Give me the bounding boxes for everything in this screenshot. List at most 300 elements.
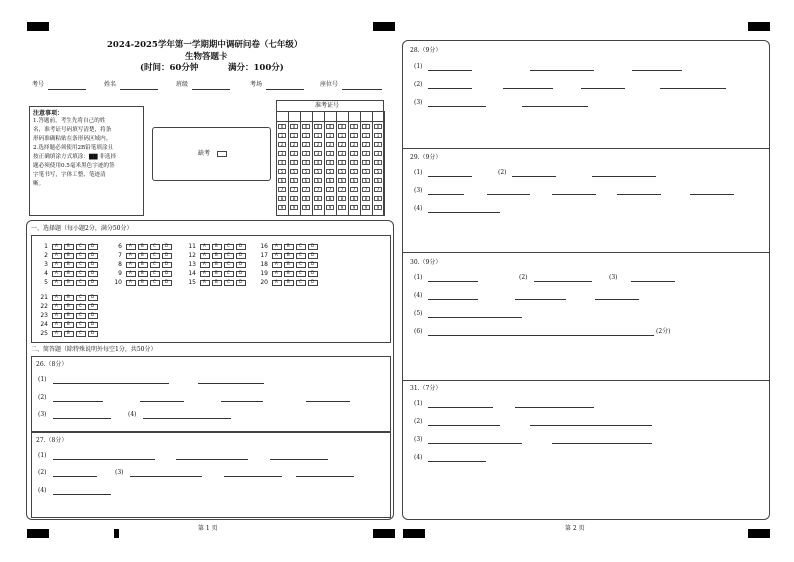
- choice-option-bubble[interactable]: [224, 280, 234, 286]
- notes-line: 题必须使用0.5毫米黑色字迹的签: [33, 163, 115, 169]
- q29-answer-1[interactable]: [428, 176, 472, 177]
- admission-digit-bubble[interactable]: 4: [350, 160, 358, 165]
- admission-digit-bubble[interactable]: 4: [278, 160, 286, 165]
- choice-option-bubble[interactable]: [64, 304, 74, 310]
- choice-option-bubble[interactable]: [88, 331, 98, 337]
- admission-digit-bubble[interactable]: 0: [350, 124, 358, 129]
- admission-digit-bubble[interactable]: 7: [362, 187, 370, 192]
- q27-answer-4[interactable]: [53, 494, 111, 495]
- admission-digit-bubble[interactable]: 3: [374, 151, 382, 156]
- choice-option-bubble[interactable]: [88, 262, 98, 268]
- choice-option-bubble[interactable]: [88, 280, 98, 286]
- choice-option-bubble[interactable]: [76, 244, 86, 250]
- choice-question-row: [38, 330, 100, 337]
- admission-digit-bubble[interactable]: 8: [278, 196, 286, 201]
- choice-option-bubble[interactable]: [212, 244, 222, 250]
- choice-option-bubble[interactable]: [296, 271, 306, 277]
- admission-digit-bubble[interactable]: 7: [326, 187, 334, 192]
- admission-digit-bubble[interactable]: 8: [314, 196, 322, 201]
- admission-digit-bubble[interactable]: 5: [326, 169, 334, 174]
- admission-digit-bubble[interactable]: 4: [290, 160, 298, 165]
- choice-option-bubble[interactable]: [162, 244, 172, 250]
- q27-answer-1c[interactable]: [270, 459, 328, 460]
- q28-answer-3b[interactable]: [522, 106, 588, 107]
- choice-option-bubble[interactable]: [64, 262, 74, 268]
- alignment-mark: [27, 22, 49, 31]
- admission-digit-bubble[interactable]: 9: [374, 205, 382, 210]
- admission-digit-bubble[interactable]: 5: [290, 169, 298, 174]
- notes-heading: 注意事项：: [33, 110, 64, 117]
- admission-digit-bubble[interactable]: 7: [338, 187, 346, 192]
- choice-option-bubble[interactable]: [64, 313, 74, 319]
- choice-option-bubble[interactable]: [308, 280, 318, 286]
- q26-answer-2b[interactable]: [140, 401, 184, 402]
- admission-digit-bubble[interactable]: 0: [338, 124, 346, 129]
- choice-option-bubble[interactable]: [236, 253, 246, 259]
- field-label-room: 考场: [250, 81, 263, 88]
- admission-digit-bubble[interactable]: 8: [374, 196, 382, 201]
- q30-answer-4a[interactable]: [428, 299, 478, 300]
- choice-option-letter: B: [67, 329, 70, 335]
- q30-part-1: (1): [414, 274, 423, 281]
- admission-digit-bubble[interactable]: 1: [278, 133, 286, 138]
- choice-option-bubble[interactable]: [88, 253, 98, 259]
- q30-title: 30.（9分）: [410, 259, 442, 266]
- choice-option-bubble[interactable]: [162, 253, 172, 259]
- choice-option-bubble[interactable]: [52, 253, 62, 259]
- choice-option-bubble[interactable]: [308, 244, 318, 250]
- choice-option-bubble[interactable]: [64, 253, 74, 259]
- choice-option-bubble[interactable]: [76, 295, 86, 301]
- admission-digit-bubble[interactable]: 7: [290, 187, 298, 192]
- q26-answer-1b[interactable]: [198, 383, 264, 384]
- admission-digit-bubble[interactable]: 7: [350, 187, 358, 192]
- admission-digit-bubble[interactable]: 1: [374, 133, 382, 138]
- choice-option-bubble[interactable]: [88, 271, 98, 277]
- choice-question-row: [186, 243, 248, 250]
- admission-digit-bubble[interactable]: 5: [338, 169, 346, 174]
- q27-answer-2[interactable]: [53, 476, 97, 477]
- admission-digit-bubble[interactable]: 9: [350, 205, 358, 210]
- choice-option-bubble[interactable]: [200, 244, 210, 250]
- choice-option-letter: B: [215, 242, 218, 248]
- choice-question-number: 18: [260, 261, 268, 268]
- q28-answer-3a[interactable]: [428, 106, 486, 107]
- choice-option-bubble[interactable]: [76, 262, 86, 268]
- choice-option-letter: C: [299, 278, 302, 284]
- admission-digit-bubble[interactable]: 0: [374, 124, 382, 129]
- admission-digit-bubble[interactable]: 6: [278, 178, 286, 183]
- admission-digit-bubble[interactable]: 1: [326, 133, 334, 138]
- choice-question-number: 2: [44, 252, 48, 259]
- admission-digit-bubble[interactable]: 6: [314, 178, 322, 183]
- admission-digit-bubble[interactable]: 5: [278, 169, 286, 174]
- choice-option-letter: C: [79, 269, 82, 275]
- choice-option-bubble[interactable]: [212, 271, 222, 277]
- short-section-title: 二、简答题（除特殊说明外每空1分，共50分）: [31, 346, 157, 353]
- choice-option-bubble[interactable]: [88, 313, 98, 319]
- choice-question-number: 5: [44, 279, 48, 286]
- q27-answer-1a[interactable]: [53, 459, 155, 460]
- q26-answer-4[interactable]: [143, 418, 231, 419]
- q28-answer-1c[interactable]: [632, 70, 682, 71]
- choice-option-bubble[interactable]: [76, 280, 86, 286]
- alignment-mark: [114, 529, 119, 538]
- q28-answer-2b[interactable]: [503, 88, 553, 89]
- choice-option-bubble[interactable]: [162, 262, 172, 268]
- choice-option-letter: C: [153, 251, 156, 257]
- admission-digit-bubble[interactable]: 2: [338, 142, 346, 147]
- choice-option-letter: B: [287, 269, 290, 275]
- choice-option-bubble[interactable]: [52, 295, 62, 301]
- choice-question-number: 21: [40, 294, 48, 301]
- admission-write-row-divider: [276, 121, 384, 122]
- field-input-room[interactable]: [266, 89, 304, 90]
- admission-digit-bubble[interactable]: 3: [326, 151, 334, 156]
- choice-option-bubble[interactable]: [308, 253, 318, 259]
- admission-digit-bubble[interactable]: 0: [362, 124, 370, 129]
- choice-option-letter: D: [91, 311, 95, 317]
- choice-option-letter: B: [67, 293, 70, 299]
- admission-digit-bubble[interactable]: 9: [326, 205, 334, 210]
- choice-option-bubble[interactable]: [236, 280, 246, 286]
- admission-digit-bubble[interactable]: 7: [374, 187, 382, 192]
- choice-option-bubble[interactable]: [296, 280, 306, 286]
- choice-option-bubble[interactable]: [200, 253, 210, 259]
- admission-digit-bubble[interactable]: 6: [362, 178, 370, 183]
- admission-digit-bubble[interactable]: 1: [290, 133, 298, 138]
- q29-answer-4[interactable]: [428, 212, 500, 213]
- admission-digit-bubble[interactable]: 5: [374, 169, 382, 174]
- q29-answer-3e[interactable]: [690, 194, 734, 195]
- q30-answer-6[interactable]: [428, 335, 654, 336]
- choice-option-bubble[interactable]: [224, 244, 234, 250]
- admission-digit-bubble[interactable]: 9: [278, 205, 286, 210]
- choice-option-bubble[interactable]: [76, 322, 86, 328]
- admission-digit-bubble[interactable]: 7: [278, 187, 286, 192]
- choice-option-bubble[interactable]: [212, 280, 222, 286]
- field-input-id[interactable]: [48, 89, 86, 90]
- choice-option-bubble[interactable]: [272, 271, 282, 277]
- admission-column-divider: [384, 111, 385, 216]
- admission-digit-bubble[interactable]: 3: [350, 151, 358, 156]
- choice-option-bubble[interactable]: [200, 280, 210, 286]
- admission-digit-bubble[interactable]: 2: [350, 142, 358, 147]
- admission-digit-bubble[interactable]: 9: [290, 205, 298, 210]
- q30-answer-1[interactable]: [428, 281, 478, 282]
- choice-option-bubble[interactable]: [126, 280, 136, 286]
- choice-option-bubble[interactable]: [88, 322, 98, 328]
- admission-digit-bubble[interactable]: 1: [302, 133, 310, 138]
- choice-option-letter: D: [165, 260, 169, 266]
- choice-option-bubble[interactable]: [296, 244, 306, 250]
- choice-option-bubble[interactable]: [236, 271, 246, 277]
- choice-option-letter: C: [227, 260, 230, 266]
- choice-option-bubble[interactable]: [212, 262, 222, 268]
- choice-option-bubble[interactable]: [272, 244, 282, 250]
- choice-option-letter: D: [165, 242, 169, 248]
- admission-digit-bubble[interactable]: 0: [314, 124, 322, 129]
- choice-question-row: [38, 243, 100, 250]
- choice-option-bubble[interactable]: [138, 253, 148, 259]
- q31-answer-2b[interactable]: [530, 425, 652, 426]
- choice-option-bubble[interactable]: [76, 304, 86, 310]
- admission-digit-bubble[interactable]: 6: [302, 178, 310, 183]
- admission-digit-bubble[interactable]: 5: [362, 169, 370, 174]
- choice-option-bubble[interactable]: [64, 331, 74, 337]
- choice-option-bubble[interactable]: [88, 295, 98, 301]
- choice-section-title: 一、选择题（每小题2分，满分50分）: [31, 225, 133, 232]
- admission-digit-bubble[interactable]: 7: [302, 187, 310, 192]
- choice-option-bubble[interactable]: [76, 271, 86, 277]
- choice-option-bubble[interactable]: [150, 280, 160, 286]
- q30-answer-3[interactable]: [631, 281, 675, 282]
- admission-digit-bubble[interactable]: 1: [362, 133, 370, 138]
- choice-option-bubble[interactable]: [150, 244, 160, 250]
- admission-digit-bubble[interactable]: 0: [278, 124, 286, 129]
- choice-option-bubble[interactable]: [52, 304, 62, 310]
- admission-digit-bubble[interactable]: 4: [326, 160, 334, 165]
- admission-digit-bubble[interactable]: 0: [326, 124, 334, 129]
- admission-digit-bubble[interactable]: 1: [338, 133, 346, 138]
- q27-answer-3c[interactable]: [296, 476, 354, 477]
- choice-option-bubble[interactable]: [138, 262, 148, 268]
- q30-answer-2[interactable]: [534, 281, 592, 282]
- choice-option-bubble[interactable]: [272, 280, 282, 286]
- choice-option-bubble[interactable]: [284, 271, 294, 277]
- admission-digit-bubble[interactable]: 4: [338, 160, 346, 165]
- choice-option-bubble[interactable]: [64, 244, 74, 250]
- choice-option-bubble[interactable]: [126, 253, 136, 259]
- q27-answer-3a[interactable]: [130, 476, 202, 477]
- q31-answer-3a[interactable]: [428, 443, 522, 444]
- admission-digit-bubble[interactable]: 4: [374, 160, 382, 165]
- admission-digit-bubble[interactable]: 9: [338, 205, 346, 210]
- q30-part-2: (2): [519, 274, 528, 281]
- admission-digit-bubble[interactable]: 5: [302, 169, 310, 174]
- choice-option-letter: C: [227, 242, 230, 248]
- admission-digit-bubble[interactable]: 0: [302, 124, 310, 129]
- q26-answer-2a[interactable]: [53, 401, 103, 402]
- admission-digit-bubble[interactable]: 3: [302, 151, 310, 156]
- q31-answer-2a[interactable]: [428, 425, 500, 426]
- admission-digit-bubble[interactable]: 4: [302, 160, 310, 165]
- choice-option-bubble[interactable]: [272, 262, 282, 268]
- choice-option-bubble[interactable]: [236, 262, 246, 268]
- choice-option-bubble[interactable]: [224, 262, 234, 268]
- admission-digit-bubble[interactable]: 8: [362, 196, 370, 201]
- admission-digit-bubble[interactable]: 9: [302, 205, 310, 210]
- choice-option-bubble[interactable]: [150, 262, 160, 268]
- admission-digit-bubble[interactable]: 1: [314, 133, 322, 138]
- choice-option-bubble[interactable]: [308, 271, 318, 277]
- admission-digit-bubble[interactable]: 2: [374, 142, 382, 147]
- admission-digit-bubble[interactable]: 8: [350, 196, 358, 201]
- admission-digit-bubble[interactable]: 6: [290, 178, 298, 183]
- q31-answer-1b[interactable]: [515, 407, 594, 408]
- q28-title: 28.（9分）: [410, 47, 442, 54]
- choice-option-letter: A: [129, 278, 132, 284]
- admission-digit-bubble[interactable]: 4: [362, 160, 370, 165]
- q29-part-2: (2): [498, 169, 507, 176]
- admission-digit-bubble[interactable]: 6: [326, 178, 334, 183]
- q29-answer-3b[interactable]: [487, 194, 530, 195]
- choice-option-bubble[interactable]: [52, 244, 62, 250]
- choice-option-bubble[interactable]: [224, 271, 234, 277]
- choice-option-bubble[interactable]: [236, 244, 246, 250]
- q27-answer-1b[interactable]: [176, 459, 248, 460]
- field-input-seat[interactable]: [342, 89, 382, 90]
- choice-option-bubble[interactable]: [126, 262, 136, 268]
- admission-digit-bubble[interactable]: 3: [362, 151, 370, 156]
- choice-option-bubble[interactable]: [52, 262, 62, 268]
- q28-answer-1b[interactable]: [530, 70, 594, 71]
- admission-digit-bubble[interactable]: 2: [326, 142, 334, 147]
- q29-part-3: (3): [414, 187, 423, 194]
- exam-subtitle: 生物答题卡: [185, 52, 228, 62]
- q26-answer-2d[interactable]: [306, 401, 350, 402]
- admission-column-divider: [324, 111, 325, 216]
- admission-digit-bubble[interactable]: 7: [314, 187, 322, 192]
- q31-part-1: (1): [414, 400, 423, 407]
- choice-option-bubble[interactable]: [284, 262, 294, 268]
- alignment-mark: [748, 529, 770, 538]
- admission-digit-bubble[interactable]: 6: [338, 178, 346, 183]
- choice-option-letter: C: [153, 242, 156, 248]
- choice-option-bubble[interactable]: [150, 271, 160, 277]
- admission-digit-bubble[interactable]: 8: [290, 196, 298, 201]
- choice-option-bubble[interactable]: [52, 280, 62, 286]
- field-input-name[interactable]: [120, 89, 158, 90]
- q30-answer-5[interactable]: [428, 317, 522, 318]
- choice-option-bubble[interactable]: [64, 271, 74, 277]
- notes-line: 2.选择题必须使用2B铅笔填涂且: [33, 145, 114, 151]
- choice-option-bubble[interactable]: [64, 322, 74, 328]
- choice-option-bubble[interactable]: [64, 295, 74, 301]
- q29-answer-3d[interactable]: [617, 194, 661, 195]
- choice-option-bubble[interactable]: [126, 271, 136, 277]
- admission-digit-bubble[interactable]: 9: [314, 205, 322, 210]
- choice-option-letter: D: [91, 329, 95, 335]
- admission-digit-bubble[interactable]: 4: [314, 160, 322, 165]
- choice-option-bubble[interactable]: [126, 244, 136, 250]
- choice-question-row: [186, 261, 248, 268]
- choice-option-bubble[interactable]: [200, 262, 210, 268]
- choice-option-bubble[interactable]: [76, 253, 86, 259]
- choice-option-bubble[interactable]: [296, 262, 306, 268]
- q31-answer-1a[interactable]: [428, 407, 493, 408]
- admission-digit-bubble[interactable]: 6: [374, 178, 382, 183]
- q31-answer-3b[interactable]: [552, 443, 652, 444]
- absent-checkbox[interactable]: [217, 151, 227, 157]
- q28-answer-2c[interactable]: [581, 88, 625, 89]
- admission-digit-bubble[interactable]: 5: [350, 169, 358, 174]
- q26-answer-2c[interactable]: [221, 401, 263, 402]
- admission-digit-bubble[interactable]: 5: [314, 169, 322, 174]
- choice-option-bubble[interactable]: [162, 280, 172, 286]
- admission-digit-bubble[interactable]: 2: [314, 142, 322, 147]
- admission-digit-bubble[interactable]: 6: [350, 178, 358, 183]
- alignment-mark: [373, 529, 395, 538]
- choice-option-bubble[interactable]: [88, 304, 98, 310]
- q28-answer-2a[interactable]: [428, 88, 472, 89]
- choice-option-bubble[interactable]: [76, 313, 86, 319]
- choice-option-bubble[interactable]: [52, 322, 62, 328]
- choice-option-bubble[interactable]: [272, 253, 282, 259]
- choice-option-letter: B: [141, 242, 144, 248]
- q31-answer-4[interactable]: [428, 461, 486, 462]
- choice-question-row: [112, 243, 174, 250]
- admission-digit-bubble[interactable]: 0: [290, 124, 298, 129]
- q29-answer-3c[interactable]: [552, 194, 596, 195]
- choice-option-bubble[interactable]: [150, 253, 160, 259]
- q26-answer-1a[interactable]: [53, 383, 169, 384]
- admission-digit-bubble[interactable]: 8: [302, 196, 310, 201]
- admission-digit-bubble[interactable]: 2: [290, 142, 298, 147]
- choice-option-bubble[interactable]: [52, 331, 62, 337]
- admission-digit-bubble[interactable]: 2: [278, 142, 286, 147]
- admission-digit-bubble[interactable]: 1: [350, 133, 358, 138]
- q26-answer-3[interactable]: [53, 418, 111, 419]
- choice-option-bubble[interactable]: [138, 244, 148, 250]
- admission-digit-bubble[interactable]: 2: [362, 142, 370, 147]
- choice-option-letter: A: [55, 311, 58, 317]
- choice-option-letter: C: [79, 320, 82, 326]
- admission-digit-bubble[interactable]: 3: [278, 151, 286, 156]
- choice-option-bubble[interactable]: [284, 244, 294, 250]
- admission-column-divider: [348, 111, 349, 216]
- choice-option-bubble[interactable]: [212, 253, 222, 259]
- q28-answer-1a[interactable]: [428, 70, 472, 71]
- q28-answer-2d[interactable]: [660, 88, 726, 89]
- choice-option-bubble[interactable]: [138, 280, 148, 286]
- choice-option-bubble[interactable]: [284, 280, 294, 286]
- q27-part-4: (4): [38, 487, 47, 494]
- admission-digit-bubble[interactable]: 3: [314, 151, 322, 156]
- q29-answer-2a[interactable]: [512, 176, 556, 177]
- q29-answer-2b[interactable]: [592, 176, 656, 177]
- choice-option-bubble[interactable]: [308, 262, 318, 268]
- choice-option-bubble[interactable]: [138, 271, 148, 277]
- admission-digit-bubble[interactable]: 9: [362, 205, 370, 210]
- q27-answer-3b[interactable]: [224, 476, 282, 477]
- q30-answer-4b[interactable]: [515, 299, 566, 300]
- choice-option-bubble[interactable]: [200, 271, 210, 277]
- choice-option-letter: A: [55, 251, 58, 257]
- choice-option-bubble[interactable]: [284, 253, 294, 259]
- admission-digit-bubble[interactable]: 8: [338, 196, 346, 201]
- choice-option-bubble[interactable]: [76, 331, 86, 337]
- choice-option-bubble[interactable]: [162, 271, 172, 277]
- admission-digit-bubble[interactable]: 3: [290, 151, 298, 156]
- choice-question-row: [258, 270, 320, 277]
- q30-answer-4c[interactable]: [595, 299, 639, 300]
- q28-part-3: (3): [414, 99, 423, 106]
- choice-option-bubble[interactable]: [52, 271, 62, 277]
- admission-digit-bubble[interactable]: 3: [338, 151, 346, 156]
- choice-option-bubble[interactable]: [224, 253, 234, 259]
- choice-option-bubble[interactable]: [88, 244, 98, 250]
- admission-digit-bubble[interactable]: 2: [302, 142, 310, 147]
- admission-digit-bubble[interactable]: 8: [326, 196, 334, 201]
- choice-option-bubble[interactable]: [296, 253, 306, 259]
- q29-answer-3a[interactable]: [428, 194, 464, 195]
- choice-option-bubble[interactable]: [64, 280, 74, 286]
- admission-column-divider: [360, 111, 361, 216]
- admission-column-divider: [276, 111, 277, 216]
- field-input-class[interactable]: [192, 89, 230, 90]
- choice-option-bubble[interactable]: [52, 313, 62, 319]
